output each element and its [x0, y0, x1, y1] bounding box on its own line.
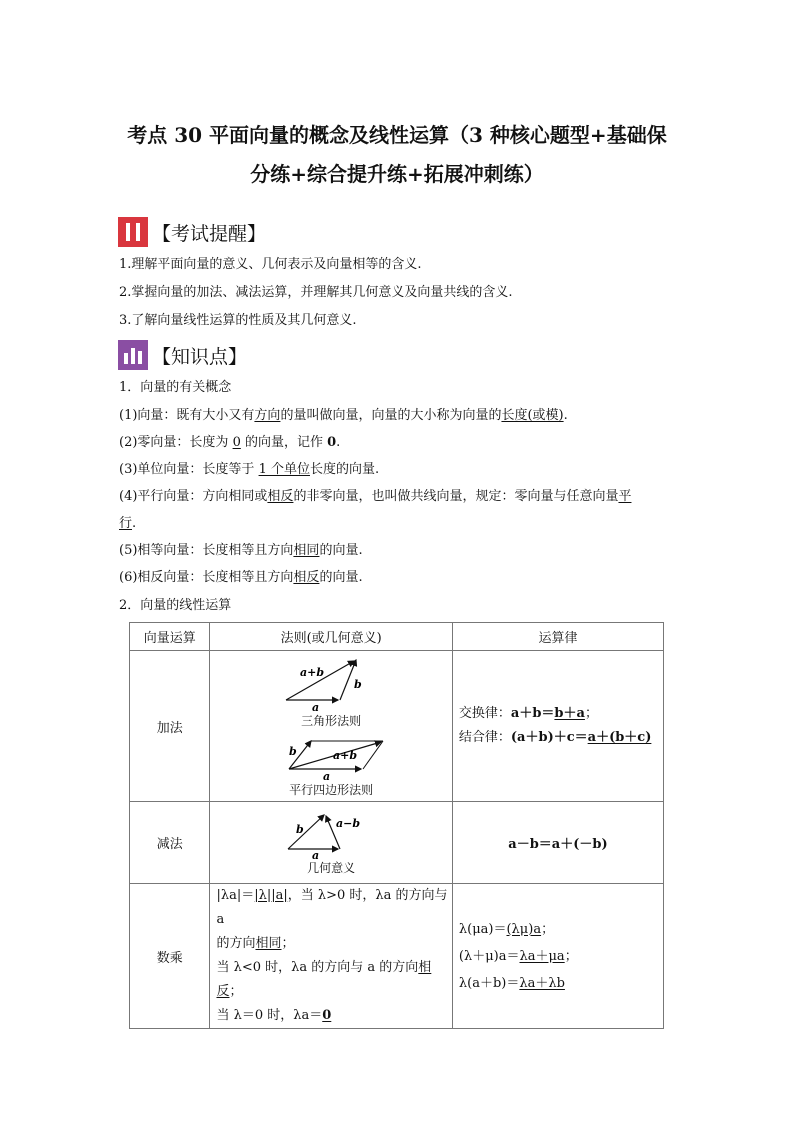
concept-vector: (1)向量：既有大小又有方向的量叫做向量，向量的大小称为向量的长度(或模).	[119, 408, 568, 423]
subtraction-law: a－b＝a＋(－b)	[452, 802, 663, 884]
bar-chart-icon	[118, 340, 148, 370]
label-b: b	[296, 823, 304, 836]
scalar-rule-line: 的方向相同；	[216, 936, 295, 951]
answer-blank: 相同	[293, 543, 320, 558]
addition-laws	[452, 651, 663, 802]
concept-parallel-vector: (4)平行向量：方向相同或相反的非零向量，也叫做共线向量，规定：零向量与任意向量平	[119, 489, 632, 504]
table-row-scalar-mult	[130, 884, 664, 1029]
knowledge-title: 【知识点】	[152, 345, 248, 368]
table-header-cell: 法则(或几何意义)	[210, 623, 452, 651]
label-a: a	[312, 849, 320, 859]
answer-blank: 0	[232, 435, 241, 450]
label-a-minus-b: a−b	[336, 817, 361, 830]
subtraction-caption: 几何意义	[307, 861, 356, 875]
table-header-row	[130, 623, 664, 651]
scalar-law-line: (λ＋μ)a＝λa＋μa；	[458, 948, 578, 964]
triangle-rule-diagram	[276, 654, 386, 712]
answer-blank: 1 个单位	[258, 462, 310, 477]
concept-parallel-vector-cont: 行.	[119, 516, 137, 531]
vector-b-arrow	[288, 815, 324, 849]
scalar-mult-laws	[452, 884, 663, 1029]
concept-zero-vector: (2)零向量：长度为 0 的向量，记作 0.	[119, 435, 341, 450]
label-a-plus-b: a+b	[300, 666, 325, 679]
label-b: b	[289, 745, 297, 758]
scalar-rule-line: 当 λ<0 时，λa 的方向与 a 的方向相反；	[216, 960, 432, 999]
op-name: 加法	[130, 651, 210, 802]
label-a: a	[323, 770, 331, 781]
label-a: a	[312, 701, 320, 712]
pause-bars-icon	[118, 217, 148, 247]
title-line-2: 分练+综合提升练+拓展冲刺练）	[250, 162, 544, 186]
concept-unit-vector: (3)单位向量：长度等于 1 个单位长度的向量.	[119, 462, 380, 477]
scalar-rule-line: |λa|＝|λ||a|，当 λ>0 时，λa 的方向与 a	[216, 888, 448, 927]
parallelogram-edge	[363, 741, 383, 769]
scalar-law-line: λ(μa)＝(λμ)a；	[458, 921, 555, 937]
concept-opposite-vector: (6)相反向量：长度相等且方向相反的向量.	[119, 570, 363, 585]
vector-operations-table	[129, 622, 664, 1029]
answer-blank: 相反	[293, 570, 320, 585]
subtraction-figure	[210, 802, 452, 884]
reminder-title: 【考试提醒】	[152, 222, 267, 245]
answer-blank: 方向	[254, 408, 281, 423]
reminder-item-1: 1.理解平面向量的意义、几何表示及向量相等的含义.	[119, 257, 422, 272]
linear-ops-heading: 2．向量的线性运算	[119, 598, 232, 613]
table-header-cell: 运算律	[452, 623, 663, 651]
label-b: b	[354, 678, 362, 691]
knowledge-heading	[118, 338, 247, 372]
answer-blank: 长度(或模)	[501, 408, 564, 423]
reminder-heading	[118, 215, 266, 249]
scalar-rule-line: 当 λ＝0 时，λa＝0	[216, 1008, 332, 1023]
addition-figures	[210, 651, 452, 802]
associative-law: 结合律：(a＋b)＋c＝a＋(b＋c)	[458, 730, 652, 745]
subtraction-diagram	[276, 809, 386, 859]
page-title	[0, 116, 794, 194]
table-row-addition	[130, 651, 664, 802]
concept-heading: 1．向量的有关概念	[119, 380, 232, 395]
scalar-law-line: λ(a＋b)＝λa＋λb	[458, 975, 565, 991]
parallelogram-rule-caption: 平行四边形法则	[289, 783, 374, 797]
op-name: 减法	[130, 802, 210, 884]
answer-blank: 平	[618, 489, 632, 504]
scalar-mult-rules	[210, 884, 452, 1029]
op-name: 数乘	[130, 884, 210, 1029]
reminder-item-3: 3.了解向量线性运算的性质及其几何意义.	[119, 313, 357, 328]
triangle-rule-caption: 三角形法则	[301, 714, 362, 728]
reminder-item-2: 2.掌握向量的加法、减法运算，并理解其几何意义及向量共线的含义.	[119, 285, 513, 300]
commutative-law: 交换律：a＋b＝b＋a；	[458, 706, 598, 721]
answer-blank: 行	[119, 516, 133, 531]
label-a-plus-b: a+b	[333, 749, 358, 762]
table-row-subtraction	[130, 802, 664, 884]
table-header-cell: 向量运算	[130, 623, 210, 651]
answer-blank: 相反	[267, 489, 294, 504]
concept-equal-vector: (5)相等向量：长度相等且方向相同的向量.	[119, 543, 363, 558]
title-line-1: 考点 30 平面向量的概念及线性运算（3 种核心题型+基础保	[127, 123, 667, 147]
parallelogram-rule-diagram	[271, 733, 391, 781]
